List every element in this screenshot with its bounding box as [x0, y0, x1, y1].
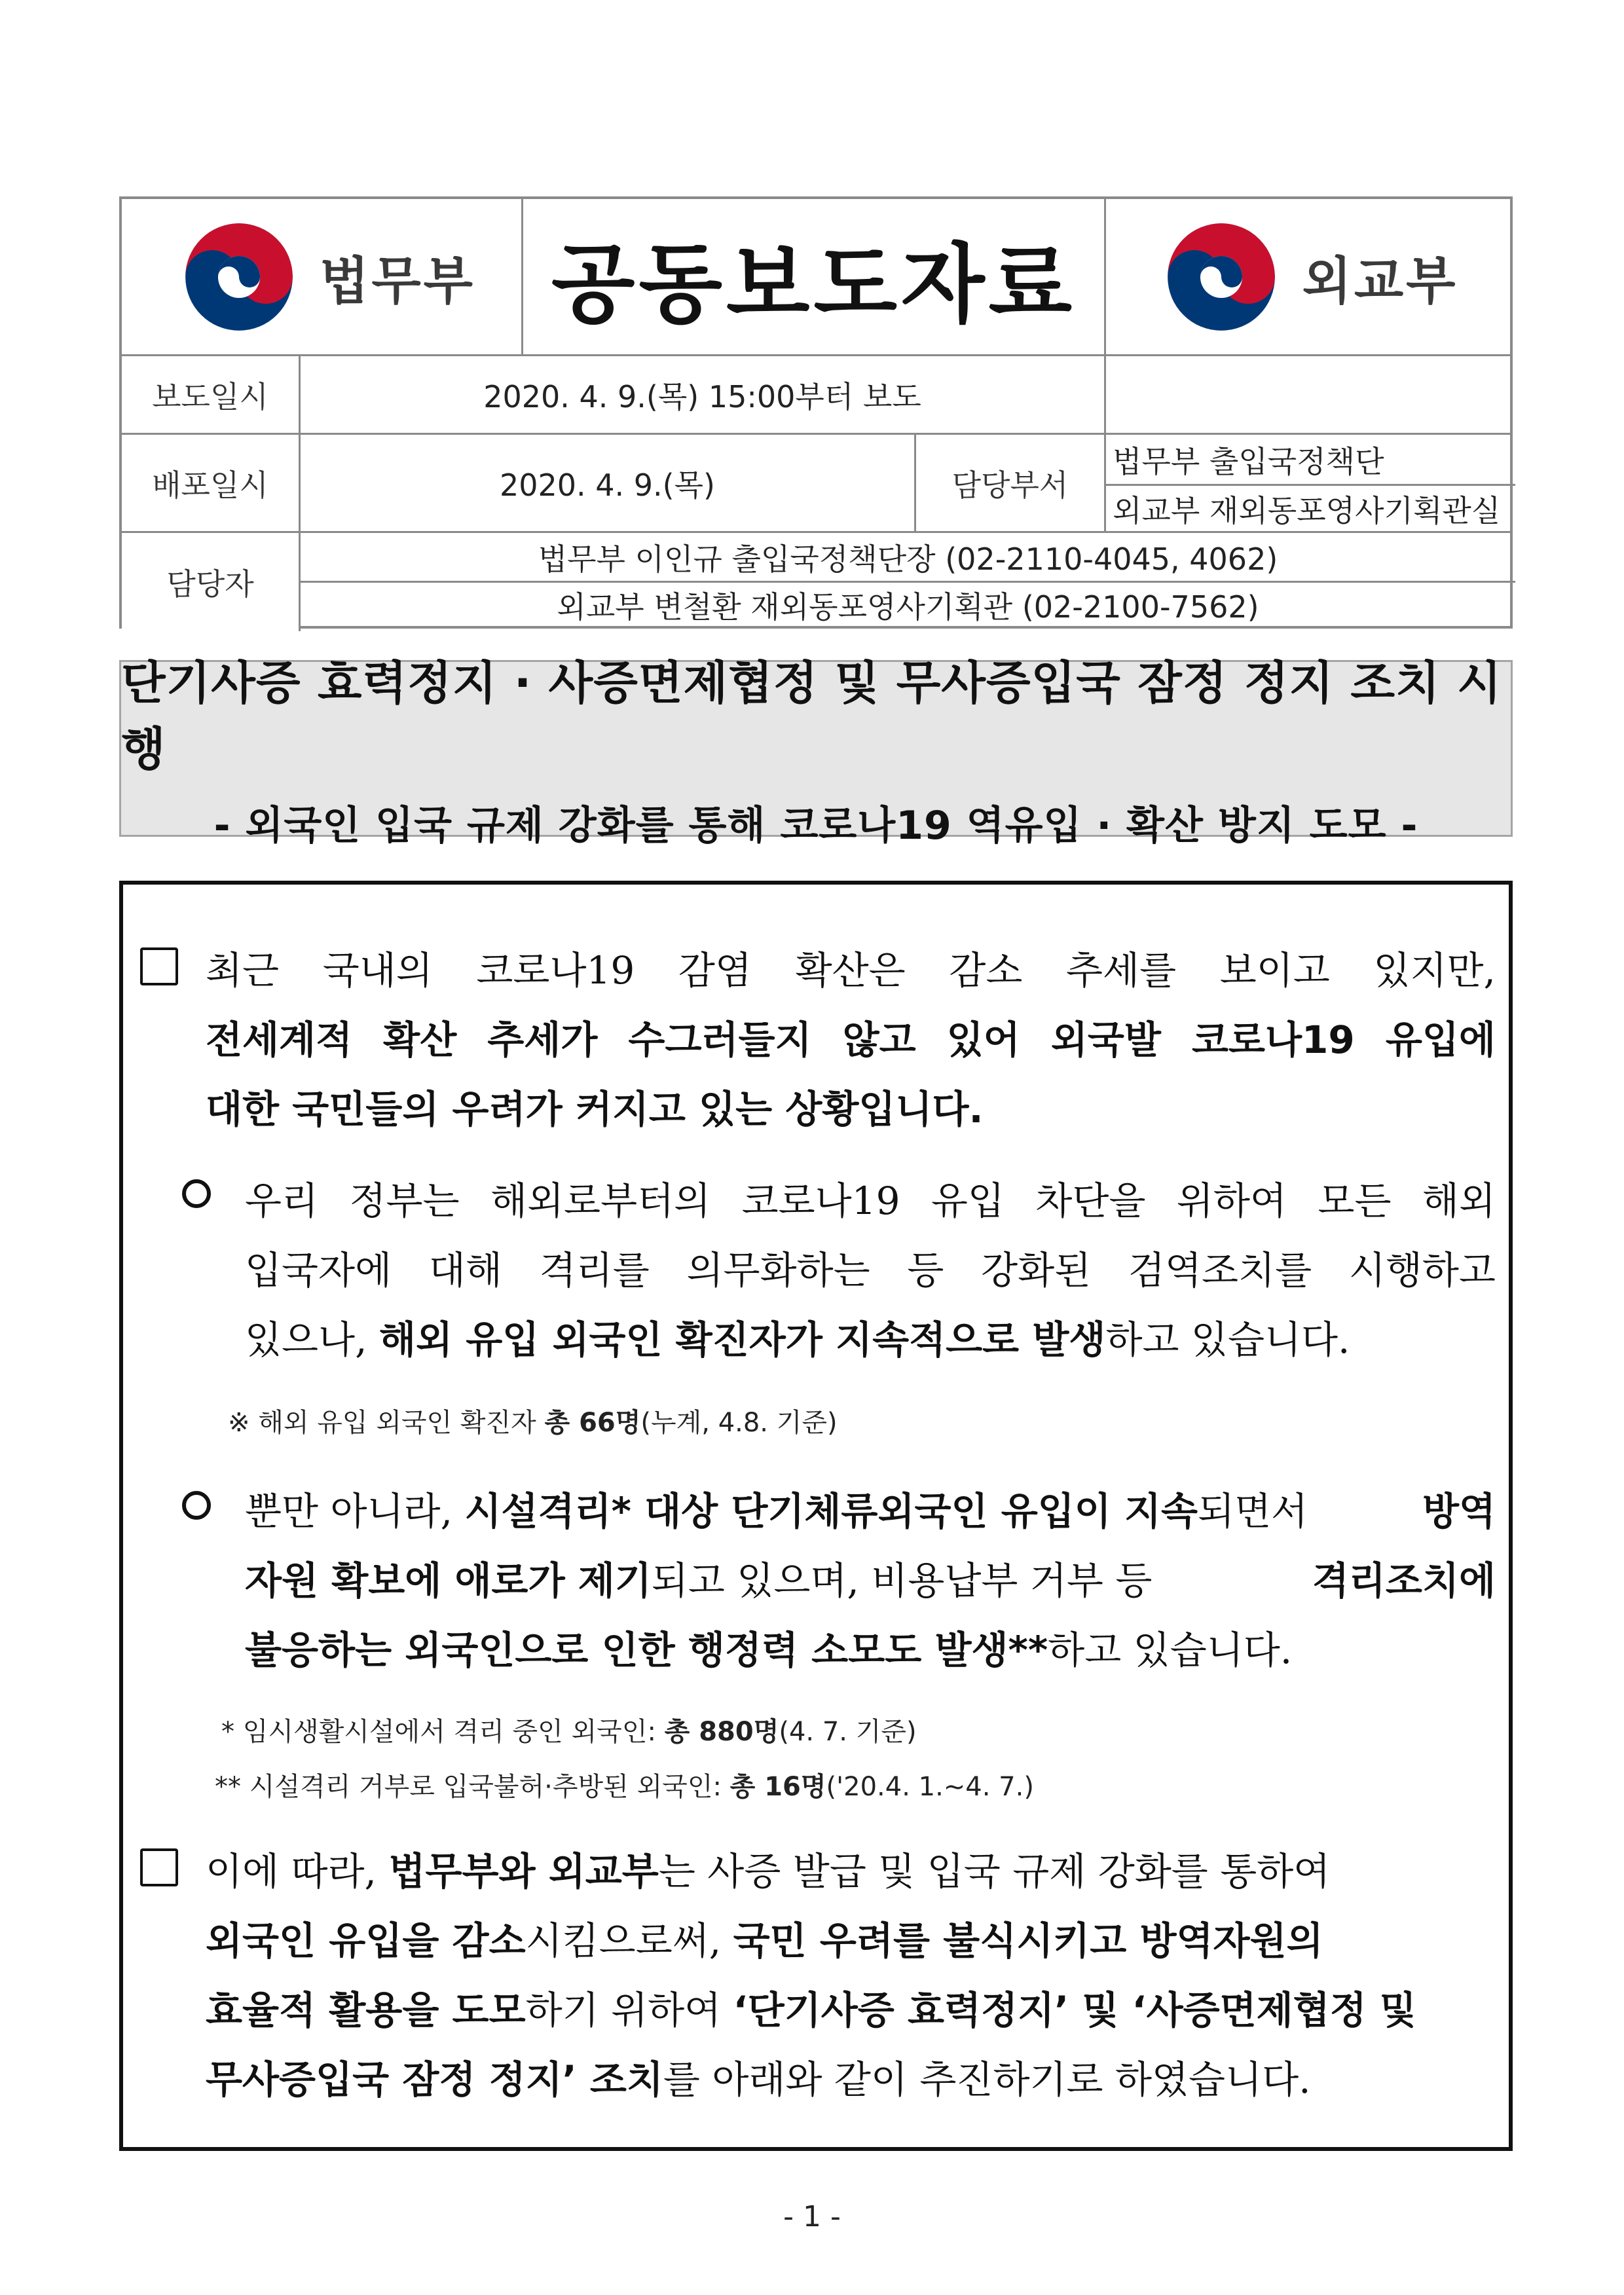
headline-title: 단기사증 효력정지 · 사증면제협정 및 무사증입국 잠정 정지 조치 시행 — [121, 656, 1502, 776]
b2-footnote-2: ** 시설격리 거부로 입국불허·추방된 외국인: 총 16명('20.4. 1.~4. 7.) — [215, 1772, 1034, 1802]
press-title-cell — [521, 199, 1104, 354]
moj-org-name: 법무부 — [319, 251, 476, 311]
body-content-box — [119, 881, 1513, 2151]
b1-line-1: 우리 정부는 해외로부터의 코로나19 유입 차단을 위하여 모든 해외 — [245, 1179, 1496, 1223]
square-bullet-icon — [140, 947, 178, 985]
taegeuk-emblem-icon — [181, 219, 297, 335]
circle-bullet-icon — [182, 1179, 211, 1208]
b1-footnote: ※ 해외 유입 외국인 확진자 총 66명(누계, 4.8. 기준) — [228, 1408, 838, 1438]
release-value: 2020. 4. 9.(목) 15:00부터 보도 — [299, 356, 1104, 433]
header-logo-row — [122, 199, 1510, 356]
b1-line-3: 있으나, 해외 유입 외국인 확진자가 지속적으로 발생하고 있습니다. — [245, 1317, 1350, 1362]
p2-line-3: 효율적 활용을 도모하기 위하여 ‘단기사증 효력정지’ 및 ‘사증면제협정 및 — [206, 1988, 1416, 2032]
b2-line-3: 불응하는 외국인으로 인한 행정력 소모도 발생**하고 있습니다. — [245, 1628, 1293, 1672]
release-empty-cell — [1104, 356, 1515, 433]
p2-line-4: 무사증입국 잠정 정지’ 조치를 아래와 같이 추진하기로 하였습니다. — [206, 2057, 1311, 2102]
contact-label: 담당자 — [122, 533, 299, 631]
page-number: - 1 - — [783, 2200, 841, 2233]
b2-line-1: 뿐만 아니라, 시설격리* 대상 단기체류외국인 유입이 지속되면서 방역 — [245, 1489, 1496, 1533]
contact-line-mofa: 외교부 변철환 재외동포영사기획관 (02-2100-7562) — [557, 589, 1259, 625]
p2-line-1: 이에 따라, 법무부와 외교부는 사증 발급 및 입국 규제 강화를 통하여 — [206, 1849, 1331, 1894]
contact-row — [122, 533, 1510, 631]
dept-label: 담당부서 — [914, 435, 1104, 531]
circle-bullet-icon — [182, 1491, 211, 1520]
mofa-org-name: 외교부 — [1302, 251, 1458, 311]
distribution-label: 배포일시 — [122, 435, 299, 531]
p1-line-1: 최근 국내의 코로나19 감염 확산은 감소 추세를 보이고 있지만, — [206, 948, 1496, 993]
press-release-header — [119, 196, 1513, 629]
release-label: 보도일시 — [122, 356, 299, 433]
square-bullet-icon — [140, 1848, 178, 1886]
p1-line-2: 전세계적 확산 추세가 수그러들지 않고 있어 외국발 코로나19 유입에 — [206, 1018, 1496, 1062]
mofa-logo-block — [1104, 199, 1515, 354]
moj-logo-block — [122, 199, 521, 354]
contact-value-cell — [299, 533, 1515, 631]
dept-value-cell — [1104, 435, 1515, 531]
p1-line-3: 대한 국민들의 우려가 커지고 있는 상황입니다. — [206, 1087, 984, 1131]
press-release-title: 공동보도자료 — [551, 234, 1077, 335]
distribution-row — [122, 435, 1510, 533]
release-date-row — [122, 356, 1510, 435]
b2-footnote-1: * 임시생활시설에서 격리 중인 외국인: 총 880명(4. 7. 기준) — [221, 1717, 917, 1747]
contact-line-moj: 법무부 이인규 출입국정책단장 (02-2110-4045, 4062) — [538, 541, 1278, 577]
mofa-emblem-icon — [1163, 219, 1280, 335]
distribution-value: 2020. 4. 9.(목) — [299, 435, 914, 531]
b2-line-2: 자원 확보에 애로가 제기되고 있으며, 비용납부 거부 등 격리조치에 — [245, 1558, 1496, 1603]
p2-line-2: 외국인 유입을 감소시킴으로써, 국민 우려를 불식시키고 방역자원의 — [206, 1919, 1323, 1963]
b1-line-2: 입국자에 대해 격리를 의무화하는 등 강화된 검역조치를 시행하고 — [245, 1248, 1496, 1293]
dept-line-mofa: 외교부 재외동포영사기획관실 — [1113, 492, 1501, 528]
dept-line-moj: 법무부 출입국정책단 — [1113, 443, 1384, 479]
headline-subtitle: - 외국인 입국 규제 강화를 통해 코로나19 역유입 · 확산 방지 도모 - — [213, 803, 1418, 849]
headline-box — [119, 656, 1513, 849]
